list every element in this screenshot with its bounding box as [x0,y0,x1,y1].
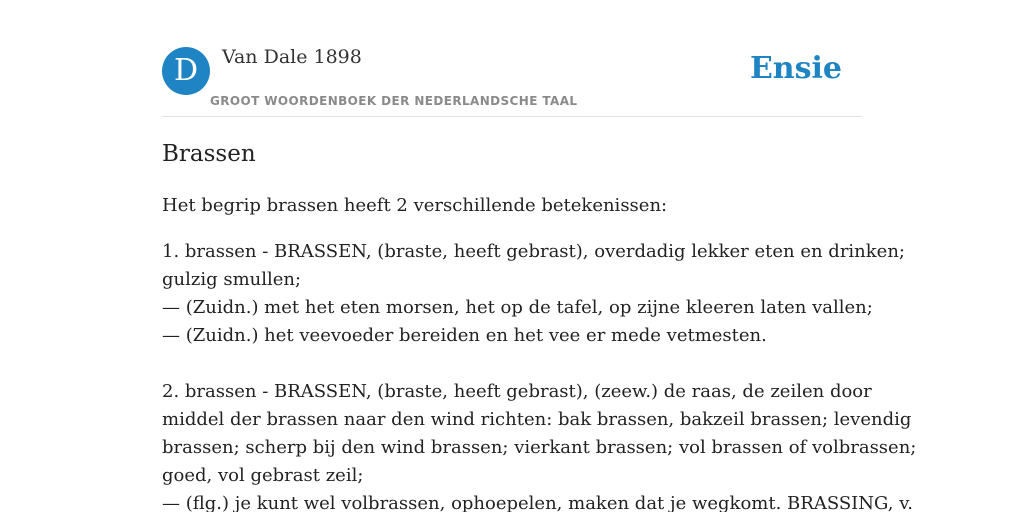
meaning-2 [162,378,917,512]
entry-content [162,138,917,512]
meaning-line: goed, vol gebrast zeil; [162,465,364,486]
meaning-line: 2. brassen - BRASSEN, (braste, heeft gebrast), (zeew.) de raas, de zeilen door [162,381,872,402]
entry-intro: Het begrip brassen heeft 2 verschillende betekenissen: [162,195,668,216]
meaning-line: — (Zuidn.) het veevoeder bereiden en het vee er mede vetmesten. [162,325,767,346]
ensie-brand-link[interactable]: Ensie [749,51,842,86]
meaning-line: — (Zuidn.) met het eten morsen, het op de tafel, op zijne kleeren laten vallen; [162,297,873,318]
dictionary-logo[interactable]: D [162,47,210,95]
meaning-1 [162,238,905,378]
meaning-line: brassen; scherp bij den wind brassen; vierkant brassen; vol brassen of volbrassen; [162,437,917,458]
dictionary-subtitle: GROOT WOORDENBOEK DER NEDERLANDSCHE TAAL [210,94,578,108]
meaning-line: 1. brassen - BRASSEN, (braste, heeft gebrast), overdadig lekker eten en drinken; [162,241,905,262]
meaning-line: gulzig smullen; [162,269,302,290]
meaning-separator [162,350,862,378]
meaning-line: middel der brassen naar den wind richten: bak brassen, bakzeil brassen; levendig [162,409,912,430]
dictionary-title[interactable]: Van Dale 1898 [222,46,362,68]
entry-title: Brassen [162,141,256,167]
meaning-line: — (flg.) je kunt wel volbrassen, ophoepelen, maken dat je wegkomt. BRASSING, v. [162,493,913,512]
site-header [162,0,862,117]
